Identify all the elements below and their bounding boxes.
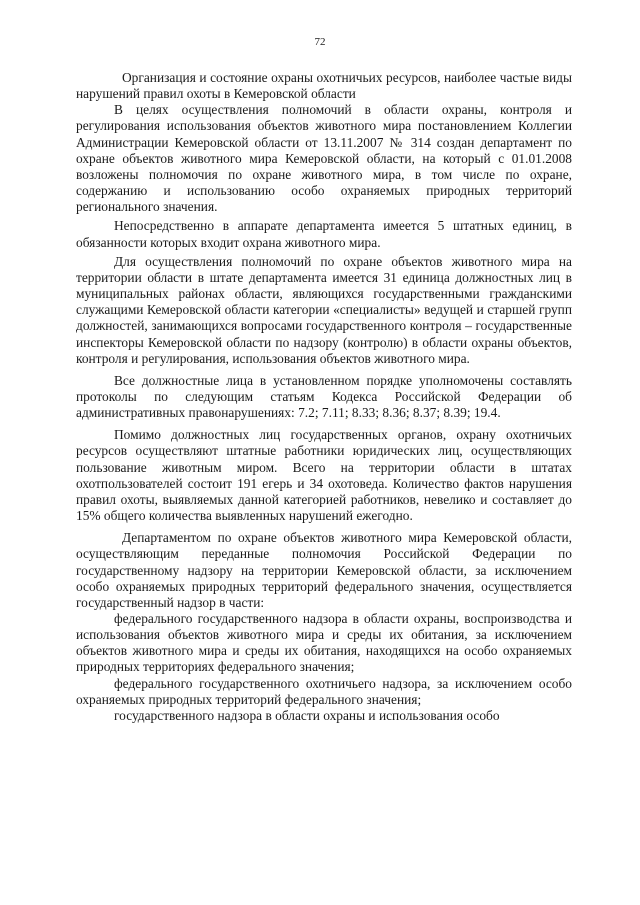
list-item-protected-areas: государственного надзора в области охраны и использования особо [114,707,500,723]
paragraph-department-creation: В целях осуществления полномочий в области охраны, контроля и регулирования использования объектов животного мира постановлением Коллегии Администрации Кемеровской области от 13.11.2007 № 314 создан департамент по охране объектов животного мира Кемеровской области, на который с 01.01.2008 возложены полномочия по охране животного мира, в том числе по охране, содержанию и использованию особо охраняемых природных территорий регионального значения. [76,102,572,215]
paragraph-hunting-staff: Помимо должностных лиц государственных органов, охрану охотничьих ресурсов осуществляют штатные работники юридических лиц, осуществляющих пользование животным миром. Всего на территории области в штатах охотпользователей состоит 191 егерь и 34 охотоведа. Количество фактов нарушения правил охоты, выявляемых данной категорией работников, невелико и составляет до 15% общего количества выявленных нарушений ежегодно. [76,427,572,524]
document-body [76,70,572,724]
paragraph-staff-units: Непосредственно в аппарате департамента имеется 5 штатных единиц, в обязанности которых входит охрана животного мира. [76,218,572,250]
paragraph-protocol-articles: Все должностные лица в установленном порядке уполномочены составлять протоколы по следующим статьям Кодекса Российской Федерации об административных правонарушениях: 7.2; 7.11; 8.33; 8.36; 8.37; 8.39; 19.4. [76,372,572,421]
list-item-hunting-supervision: федерального государственного охотничьего надзора, за исключением особо охраняемых природных территорий федерального значения; [76,675,572,707]
page-number: 72 [314,36,326,48]
section-heading: Организация и состояние охраны охотничьих ресурсов, наиболее частые виды нарушений правил охоты в Кемеровской области [76,70,572,102]
paragraph-inspectors: Для осуществления полномочий по охране объектов животного мира на территории области в штате департамента имеется 31 единица должностных лиц в муниципальных районах области, являющихся государственными гражданскими служащими Кемеровской области категории «специалисты» ведущей и старшей групп должностей, занимающихся вопросами государственного контроля – государственные инспекторы Кемеровской области по надзору (контролю) в области охраны объектов, контроля и регулирования, использования объектов животного мира. [76,253,572,366]
paragraph-state-supervision: Департаментом по охране объектов животного мира Кемеровской области, осуществляющим переданные полномочия Российской Федерации по государственному надзору на территории Кемеровской области, за исключением особо охраняемых природных территорий федерального значения, осуществляется государственный надзор в части: [76,530,572,610]
list-item-wildlife-supervision: федерального государственного надзора в области охраны, воспроизводства и использования объектов животного мира и среды их обитания, за исключением объектов животного мира и среды их обитания, находящихся на особо охраняемых природных территориях федерального значения; [76,611,572,675]
